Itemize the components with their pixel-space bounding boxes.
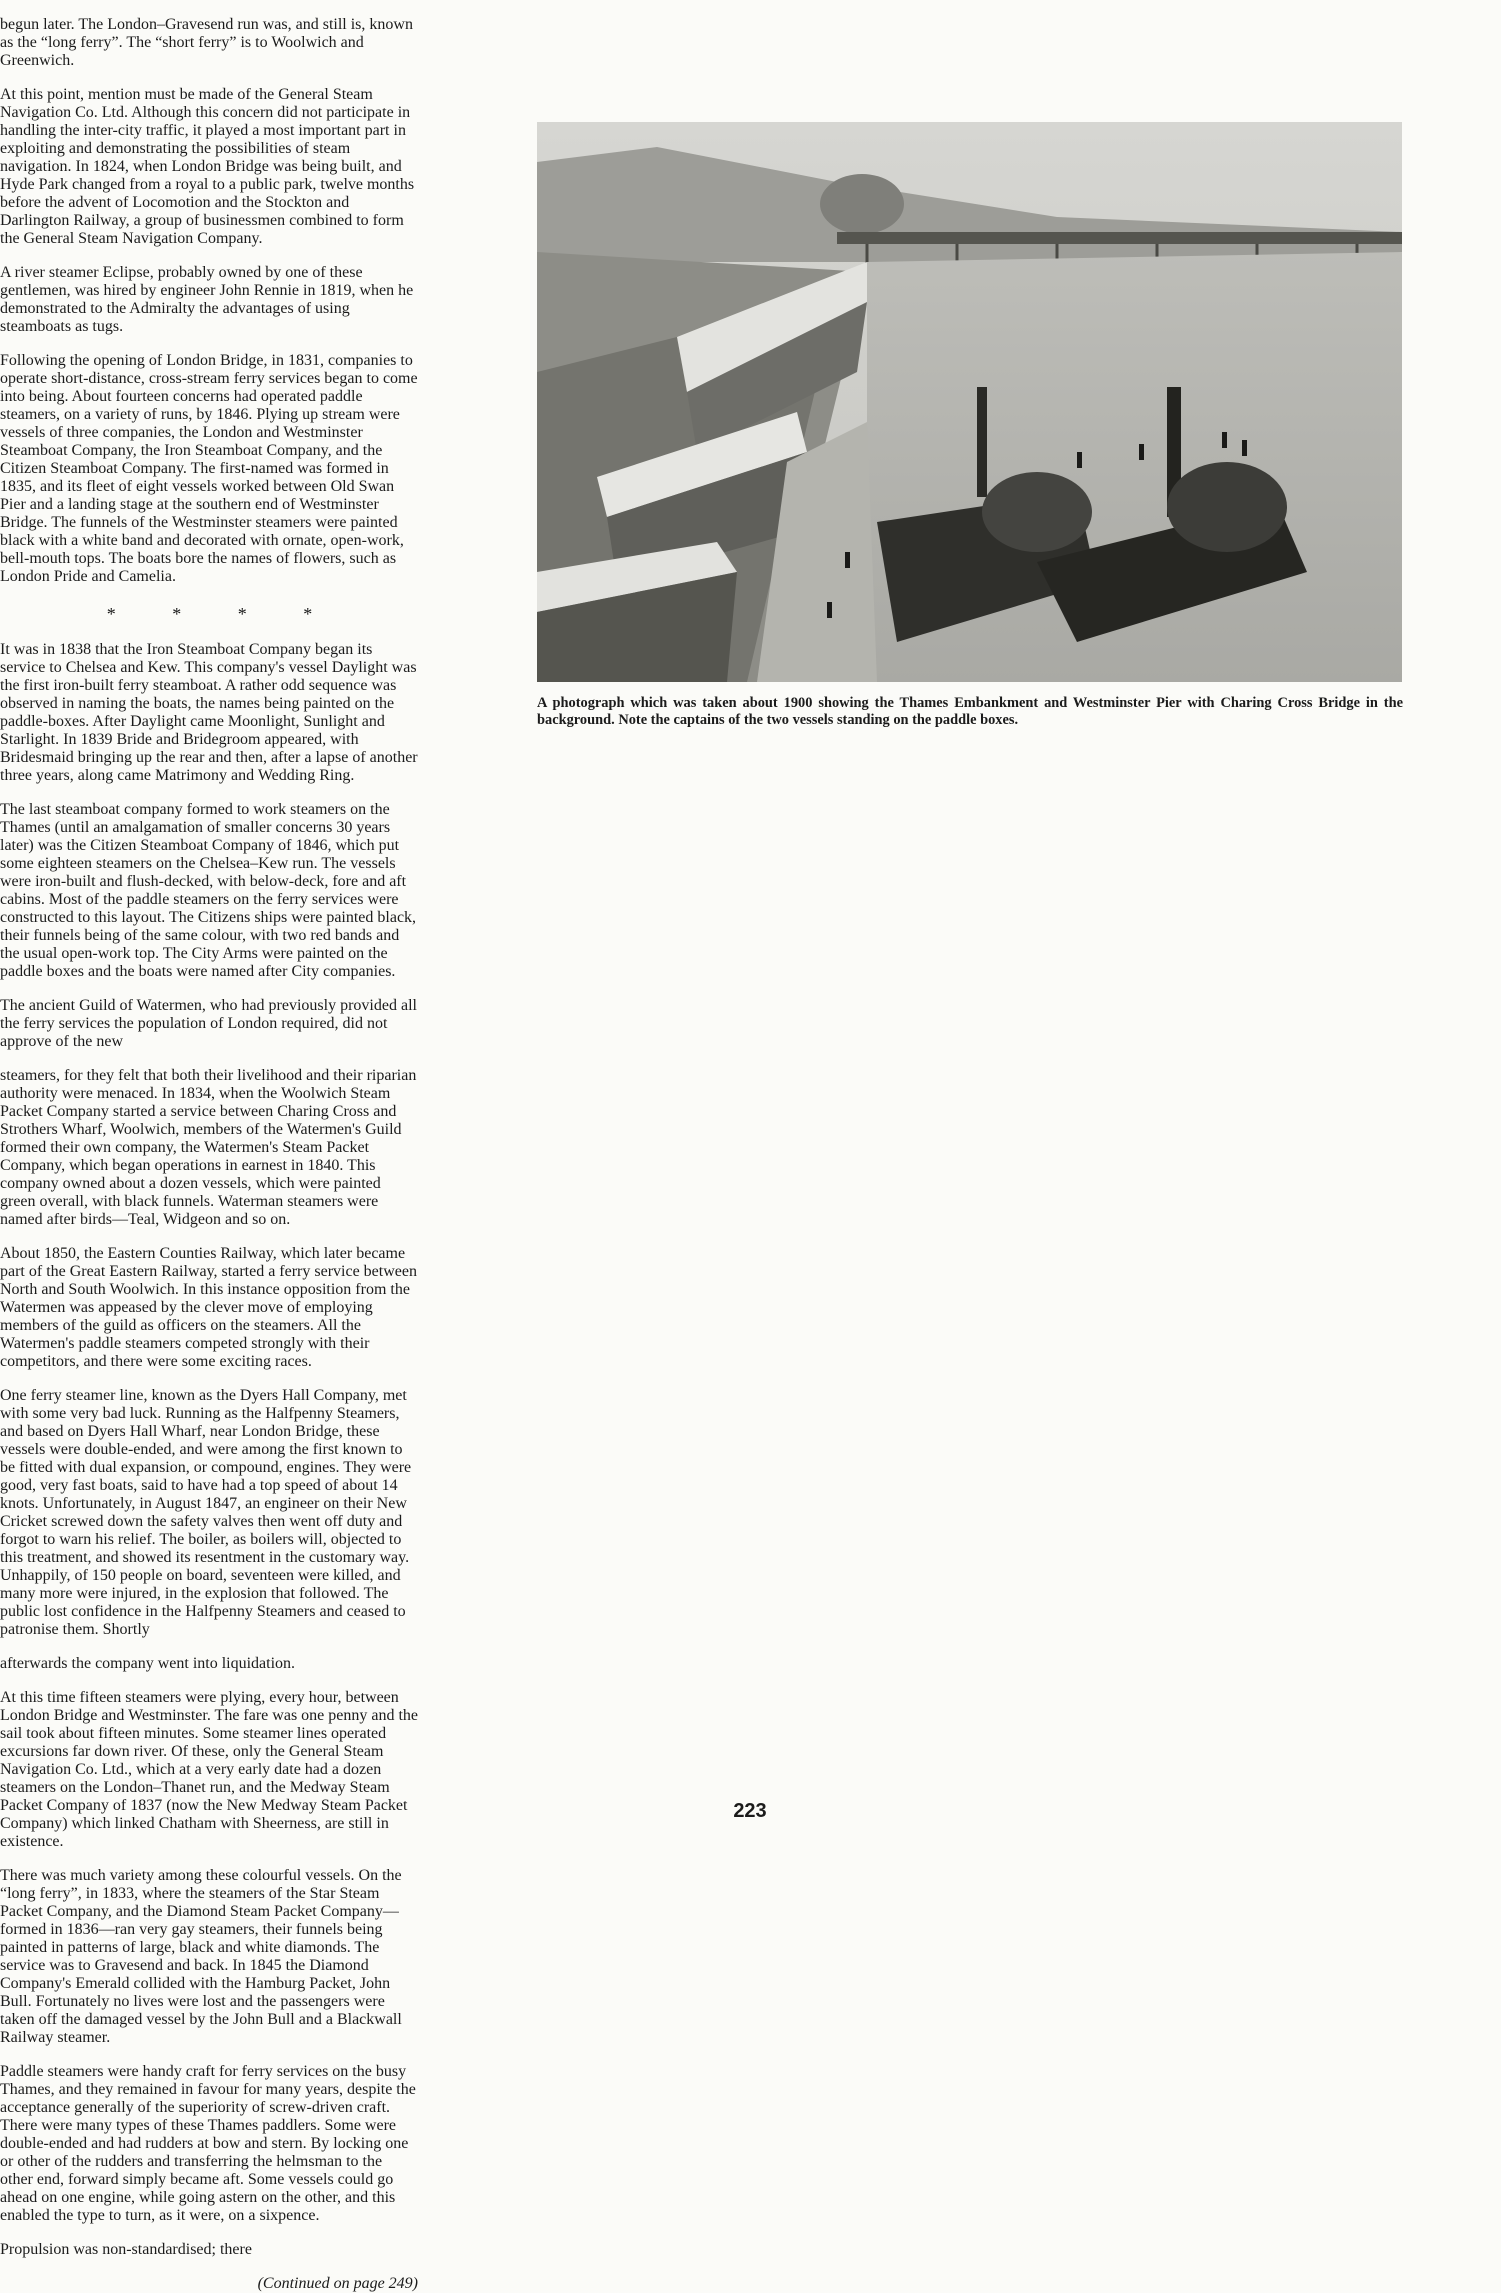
paragraph: At this time fifteen steamers were plying, every hour, between London Bridge and Westminster. The fare was one penny and the sail took about fifteen minutes. Some steamer lines operated excursions far down river. Of these, only the General Steam Navigation Co. Ltd., which at a very early date had a dozen steamers on the London–Thanet run, and the Medway Steam Packet Company of 1837 (now the New Medway Steam Packet Company) which linked Chatham with Sheerness, are still in existence.: [0, 1689, 419, 1850]
photograph: [537, 122, 1402, 682]
photo-illustration: [537, 122, 1402, 682]
text-column-1: [0, 16, 421, 1051]
paragraph: Following the opening of London Bridge, in 1831, companies to operate short-distance, cross-stream ferry services began to come into being. About fourteen concerns had operated paddle steamers, on a variety of runs, by 1846. Plying up stream were vessels of three companies, the London and Westminster Steamboat Company, the Iron Steamboat Company, and the Citizen Steamboat Company. The first-named was formed in 1835, and its fleet of eight vessels worked between Old Swan Pier and a landing stage at the southern end of Westminster Bridge. The funnels of the Westminster steamers were painted black with a white band and decorated with ornate, open-work, bell-mouth tops. The boats bore the names of flowers, such as London Pride and Camelia.: [0, 352, 418, 585]
text-column-3: [0, 1655, 418, 2293]
paragraph: A river steamer Eclipse, probably owned by one of these gentlemen, was hired by engineer John Rennie in 1819, when he demonstrated to the Admiralty the advantages of using steamboats as tugs.: [0, 264, 414, 335]
paragraph: The last steamboat company formed to work steamers on the Thames (until an amalgamation of smaller concerns 30 years later) was the Citizen Steamboat Company of 1846, which put some eighteen steamers on the Chelsea–Kew run. The vessels were iron-built and flush-decked, with below-deck, fore and aft cabins. Most of the paddle steamers on the ferry services were constructed to this layout. The Citizens ships were painted black, their funnels being of the same colour, with two red bands and the usual open-work top. The City Arms were painted on the paddle boxes and the boats were named after City companies.: [0, 801, 417, 980]
paragraph: Propulsion was non-standardised; there: [0, 2241, 252, 2258]
continued-note: (Continued on page 249): [257, 2275, 418, 2292]
section-divider: * * * *: [106, 604, 339, 624]
paragraph: At this point, mention must be made of the General Steam Navigation Co. Ltd. Although this concern did not participate in handling the inter-city traffic, it played a most important part in exploiting and demonstrating the possibilities of steam navigation. In 1824, when London Bridge was being built, and Hyde Park changed from a royal to a public park, twelve months before the advent of Locomotion and the Stockton and Darlington Railway, a group of businessmen combined to form the General Steam Navigation Company.: [0, 86, 415, 247]
paragraph: About 1850, the Eastern Counties Railway, which later became part of the Great Eastern Railway, started a ferry service between North and South Woolwich. In this instance opposition from the Watermen was appeased by the clever move of employing members of the guild as officers on the steamers. All the Watermen's paddle steamers competed strongly with their competitors, and there were some exciting races.: [0, 1245, 417, 1370]
paragraph: steamers, for they felt that both their livelihood and their riparian authority were menaced. In 1834, when the Woolwich Steam Packet Company started a service between Charing Cross and Strothers Wharf, Woolwich, members of the Watermen's Guild formed their own company, the Watermen's Steam Packet Company, which began operations in earnest in 1840. This company owned about a dozen vessels, which were painted green overall, with black funnels. Waterman steamers were named after birds—Teal, Widgeon and so on.: [0, 1067, 417, 1228]
paragraph: Paddle steamers were handy craft for ferry services on the busy Thames, and they remained in favour for many years, despite the acceptance generally of the superiority of screw-driven craft. There were many types of these Thames paddlers. Some were double-ended and had rudders at bow and stern. By locking one or other of the rudders and transferring the helmsman to the other end, forward simply became aft. Some vessels could go ahead on one engine, while going astern on the other, and this enabled the type to turn, as it were, on a sixpence.: [0, 2063, 416, 2224]
page-number: 223: [733, 1800, 767, 1822]
paragraph: afterwards the company went into liquidation.: [0, 1655, 296, 1672]
text-column-2: [0, 1067, 419, 1639]
paragraph: The ancient Guild of Watermen, who had previously provided all the ferry services the population of London required, did not approve of the new: [0, 997, 417, 1050]
paragraph: There was much variety among these colourful vessels. On the “long ferry”, in 1833, where the steamers of the Star Steam Packet Company, and the Diamond Steam Packet Company—formed in 1836—ran very gay steamers, their funnels being painted in patterns of large, black and white diamonds. The service was to Gravesend and back. In 1845 the Diamond Company's Emerald collided with the Hamburg Packet, John Bull. Fortunately no lives were lost and the passengers were taken off the damaged vessel by the John Bull and a Blackwall Railway steamer.: [0, 1867, 402, 2046]
photo-caption: A photograph which was taken about 1900 showing the Thames Embankment and Westminster Pier with Charing Cross Bridge in the background. Note the captains of the two vessels standing on the paddle boxes.: [537, 695, 1403, 728]
paragraph: It was in 1838 that the Iron Steamboat Company began its service to Chelsea and Kew. This company's vessel Daylight was the first iron-built ferry steamboat. A rather odd sequence was observed in naming the boats, the names being painted on the paddle-boxes. After Daylight came Moonlight, Sunlight and Starlight. In 1839 Bride and Bridegroom appeared, with Bridesmaid bringing up the rear and then, after a lapse of another three years, along came Matrimony and Wedding Ring.: [0, 641, 418, 784]
paragraph: begun later. The London–Gravesend run was, and still is, known as the “long ferry”. The “short ferry” is to Woolwich and Greenwich.: [0, 16, 413, 69]
paragraph: One ferry steamer line, known as the Dyers Hall Company, met with some very bad luck. Running as the Halfpenny Steamers, and based on Dyers Hall Wharf, near London Bridge, these vessels were double-ended, and were among the first known to be fitted with dual expansion, or compound, engines. They were good, very fast boats, said to have had a top speed of about 14 knots. Unfortunately, in August 1847, an engineer on their New Cricket screwed down the safety valves then went off duty and forgot to warn his relief. The boiler, as boilers will, objected to this treatment, and showed its resentment in the customary way. Unhappily, of 150 people on board, seventeen were killed, and many more were injured, in the explosion that followed. The public lost confidence in the Halfpenny Steamers and ceased to patronise them. Shortly: [0, 1387, 412, 1638]
